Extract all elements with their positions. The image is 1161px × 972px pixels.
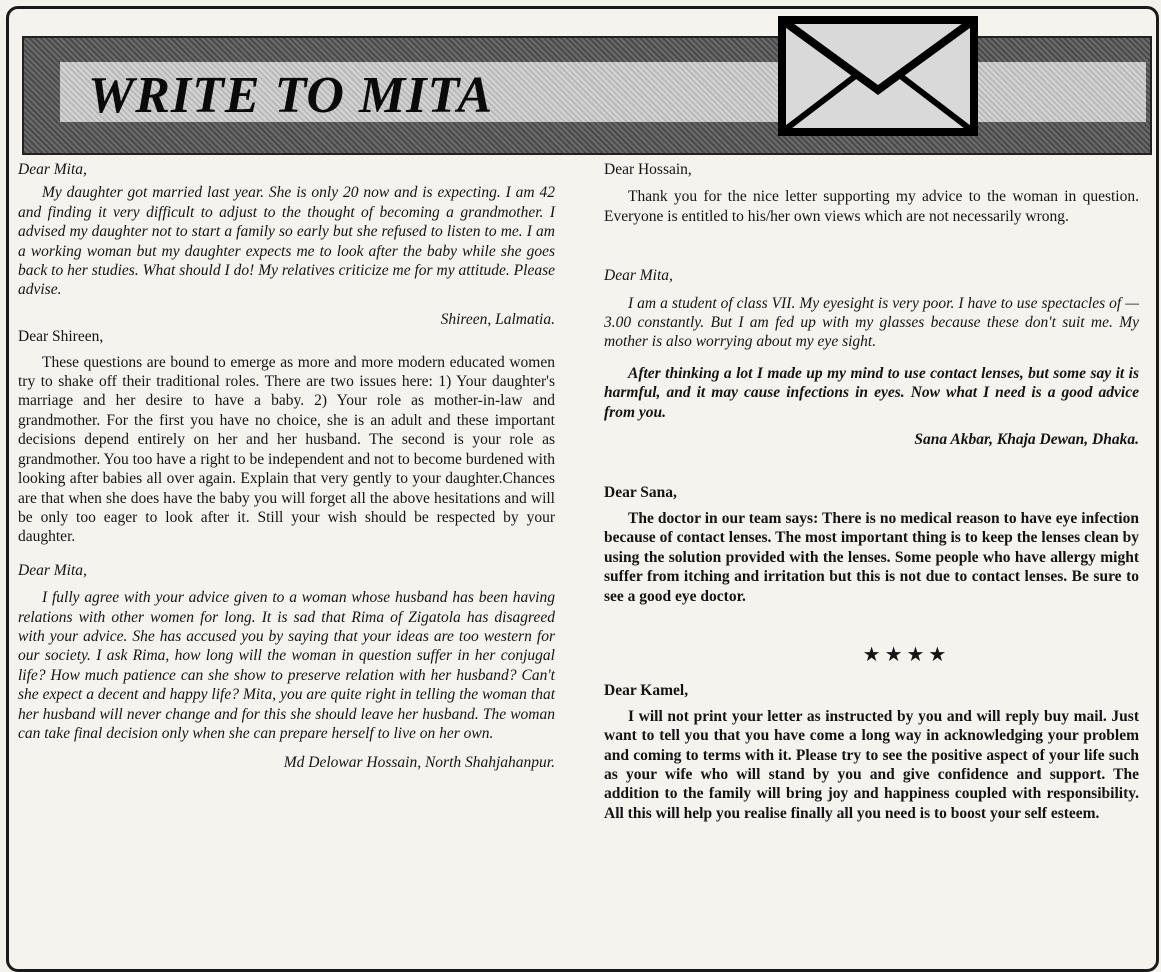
- letter-body: I fully agree with your advice given to a woman whose husband has been having relations with other women for long. It is sad that Rima of Zigatola has disagreed with your advice. She has accused you by saying that your ideas are too western for our society. I ask Rima, how long will the woman in question suffer in her conjugal life? How much patience can she show to preserve relation with her husband? Can't she expect a decent and happy life? Mita, you are quite right in telling the woman that her husband will never change and for this she should leave her husband. The woman can take final decision only when she can prepare herself to live on her own.: [18, 589, 555, 742]
- letter-salutation: Dear Mita,: [604, 267, 673, 285]
- reply-body: The doctor in our team says: There is no medical reason to have eye infection because of contact lenses. The most important thing is to keep the lenses clean by using the solution provided with the lenses. Some people who have allergy might suffer from itching and irritation but this is not due to contact lenses. Be sure to see a good eye doctor.: [604, 509, 1139, 605]
- reply-body: Thank you for the nice letter supporting my advice to the woman in question. Everyone is entitled to his/her own views which are not necessarily wrong.: [604, 188, 1139, 225]
- letter-salutation: Dear Mita,: [18, 161, 87, 178]
- reply-salutation: Dear Sana,: [604, 484, 677, 502]
- letter-body: After thinking a lot I made up my mind to use contact lenses, but some say it is harmful, and it may cause infections in eyes. Now what I need is a good advice from you.: [604, 364, 1139, 421]
- right-column: [604, 160, 1139, 823]
- section-divider-stars: ★★★★: [862, 643, 951, 666]
- letter-signature: Md Delowar Hossain, North Shahjahanpur.: [283, 754, 555, 772]
- letter-body: I am a student of class VII. My eyesight is very poor. I have to use spectacles of — 3.00 constantly. But I am fed up with my glasses because these don't suit me. My mother is also worrying about my eye sight.: [604, 294, 1139, 351]
- reply-body: I will not print your letter as instructed by you and will reply buy mail. Just want to tell you that you have come a long way in acknowledging your problem and coming to terms with it. Please try to see the positive aspect of your life such as your wife who will stand by you and give confidence and support. The addition to the family will bring joy and happiness coupled with responsibility. All this will help you realise finally all you need is to boost your self esteem.: [604, 707, 1139, 822]
- reply-body: These questions are bound to emerge as more and more modern educated women try to shake off their traditional roles. There are two issues here: 1) Your daughter's marriage and her desire to have a baby. 2) Your role as mother-in-law and grandmother. For the first you have no choice, she is an adult and these important decisions depend entirely on her and her husband. The second is your role as grandmother. You too have a right to be independent and not to become burdened with looking after babies all over again. Explain that very gently to your daughter.Chances are that when she does have the baby you will forget all the above hesitations and will be only too eager to look after it. Still your wish should be respected by your daughter.: [18, 353, 555, 546]
- letter-salutation: Dear Mita,: [18, 561, 87, 579]
- left-column: [18, 160, 555, 773]
- reply-salutation: Dear Kamel,: [604, 682, 689, 700]
- letter-signature: Shireen, Lalmatia.: [440, 310, 555, 328]
- letter-body: My daughter got married last year. She is only 20 now and is expecting. I am 42 and finding it very difficult to adjust to the thought of becoming a grandmother. I advised my daughter not to start a family so early but she refused to listen to me. I am a working woman but my daughter expects me to look after the baby while she goes back to her studies. What should I do! My relatives criticize me for my attitude. Please advise.: [18, 184, 555, 299]
- reply-salutation: Dear Hossain,: [604, 161, 692, 178]
- page-title: WRITE TO MITA: [88, 67, 494, 124]
- letter-signature: Sana Akbar, Khaja Dewan, Dhaka.: [914, 431, 1139, 449]
- envelope-icon: [778, 16, 978, 136]
- reply-salutation: Dear Shireen,: [18, 328, 104, 346]
